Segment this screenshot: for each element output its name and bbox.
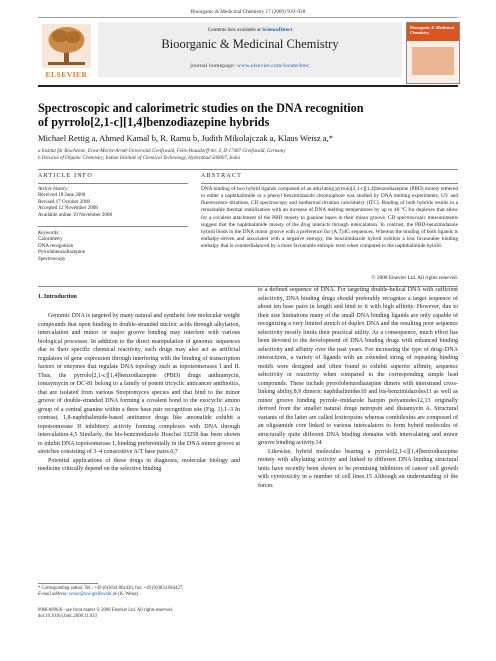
article-history	[38, 186, 188, 218]
email-suffix: (K. Weisz).	[117, 591, 140, 597]
keywords-block	[38, 230, 188, 262]
corresponding-author-note: * Corresponding author. Tel.: +49 (0)3834 864426; fax: +49 (0)3834 864427.	[38, 586, 184, 591]
introduction-heading: 1. Introduction	[38, 294, 77, 300]
history-label: Article history:	[38, 186, 69, 192]
affiliation-rule	[38, 169, 458, 170]
email-label: E-mail address:	[38, 591, 70, 597]
publisher-name: ELSEVIER	[45, 70, 88, 79]
issn-line: 0968-0896/$ - see front matter © 2008 Elsevier Ltd. All rights reserved.	[38, 608, 173, 613]
history-revised: Revised 17 October 2008	[38, 198, 90, 205]
contents-prefix: Contents lists available at	[207, 27, 263, 33]
keyword-item: Calorimetry	[38, 236, 63, 243]
journal-title: Bioorganic & Medicinal Chemistry	[161, 37, 339, 51]
keyword-item: Spectroscopy	[38, 255, 66, 262]
homepage-prefix: journal homepage:	[190, 63, 238, 69]
issn-block	[38, 608, 338, 620]
left-paragraph-1: Genomic DNA is targeted by many natural and synthetic low molecular weight compounds that upon binding to double-stranded nucleic acids through alkylation, intercalation and minor or major groove binding may interfere with various biological processes. In addition to the direct manipulation of genomic sequences due to their specific chemical reactivity, such drugs may also act as artificial regulators of gene expression through interfering with the binding of transcription factors or enzymes that regulate DNA topology such as topoisomerases I and II. Thus, the pyrrolo[2,1-c][1,4]benzodiazepine (PBD) drugs anthramycin, tomaymycin or DC-81 belong to a family of potent tricyclic anticancer antibiotics, that are isolated from various Streptomyces species and that bind to the minor groove of double-stranded DNA forming a covalent bond to the exocyclic amino group of a central guanine within a three base pair recognition site (Fig. 1).1–3 In contrast, 1,8-naphthalimide-based antitumor drugs like amonafide exhibit a topoisomerase II inhibitory activity forming complexes with DNA through intercalation.4,5 Similarly, the bis-benzimidazole Hoechst 33258 has been shown to inhibit DNA topoisomerase I, binding preferentially in the DNA minor groove at stretches consisting of 3–4 consecutive A/T base pairs.6,7	[38, 313, 240, 455]
article-title-line2: of pyrrolo[2,1-c][1,4]benzodiazepine hybrids	[38, 115, 270, 129]
left-column-text	[38, 312, 240, 474]
history-online: Available online 19 November 2008	[38, 211, 113, 218]
sciencedirect-link[interactable]: ScienceDirect	[262, 27, 293, 33]
left-paragraph-2: Potential applications of these drugs in diagnosis, molecular biology and medicine critically depend on the selective binding	[38, 457, 240, 472]
journal-citation-line: Bioorganic & Medicinal Chemistry 17 (2009) 919–928	[190, 9, 306, 15]
email-link[interactable]: weisz@uni-greifswald.de	[69, 591, 117, 597]
article-info-rule	[38, 183, 188, 184]
author-list: Michael Rettig a, Ahmed Kamal b, R. Ramu b, Judith Mikolajczak a, Klaus Weisz a,*	[38, 133, 334, 143]
right-paragraph-2: Likewise, hybrid molecules bearing a pyrrolo[2,1-c][1,4]benzodiazepine moiety with alkylating activity and linked to different DNA binding structural units have recently been shown to be promising inhibitors of cancer cell growth with cytotoxicity in a number of cell lines.15 Although an understanding of the forces	[258, 448, 458, 489]
section-heading	[38, 293, 240, 302]
elsevier-tree-icon	[42, 24, 91, 68]
cover-title: Bioorganic & Medicinal Chemistry	[410, 25, 455, 35]
abstract-heading: ABSTRACT	[201, 173, 242, 179]
homepage-link[interactable]: www.elsevier.com/locate/bmc	[237, 63, 310, 69]
history-received: Received 18 June 2008	[38, 192, 86, 199]
article-title-line1: Spectroscopic and calorimetric studies on the DNA recognition	[38, 101, 364, 115]
article-title	[38, 101, 458, 129]
footnote-rule	[38, 583, 98, 584]
affiliation-b: b Division of Organic Chemistry, Indian Institute of Chemical Technology, Hyderabad 500007, India	[38, 156, 240, 161]
header-rule	[38, 17, 458, 18]
right-paragraph-1: to a defined sequence of DNA. For targeting double-helical DNA with sufficient selectivity, DNA binding drugs should preferably recognize a target sequence of about ten base pairs in length and bind to it with high affinity. However, due to their size limitations many of the small DNA binding ligands are only capable of recognizing a very limited stretch of duplex DNA and the resulting poor sequence selectivity mostly limits their practical utility. As a consequence, much effort has been devoted to the development of DNA binding drugs with enhanced binding selectivity and affinity over the past years. For increasing the type of drug–DNA interactions, a variety of ligands with an extended string of repeating binding motifs were designed and often found to exhibit superior affinity, sequence selectivity or reactivity when compared to the corresponding simple lead compounds. These include pyrrolobenzodiazepine dimers with interstrand cross-linking ability,8,9 dimeric naphthalimides10 and bis-benzimidazoles11 as well as minor groove binding pyrrole–imidazole hairpin polyamides12,13 originally derived from the smaller natural drugs netropsin and distamycin A. Structural variants of the latter are called lexitropsins whereas combilexins are composed of an oligoamide core linked to various intercalators to form hybrid molecules of structurally quite different DNA binding domains with intercalating and minor groove binding activity.14	[258, 287, 458, 446]
affiliation-a: a Institut für Biochemie, Ernst-Moritz-Arndt-Universität Greifswald, Felix-Hausdorff-Str. 4, D-17487 Greifswald, Germany	[38, 149, 286, 154]
masthead-rule	[38, 85, 458, 87]
right-column-text	[258, 286, 458, 490]
contents-availability	[98, 27, 402, 33]
doi-line[interactable]: doi:10.1016/j.bmc.2008.11.033	[38, 613, 97, 619]
abstract-text: DNA binding of two hybrid ligands composed of an alkylating pyrrolo[2,1-c][1,4]benzodiazepine (PBD) moiety tethered to either a naphthalimide or a phenyl benzimidazole chromophore was studied by DNA melting experiments, UV and fluorescence titrations, CD spectroscopy and isothermal titration calorimetry (ITC). Binding of both hybrids results in a remarkable thermal stabilization with an increase of DNA melting temperatures by up to 40 °C for duplexes that allow for a covalent attachment of the PBD moiety to guanine bases in their minor groove. CD spectroscopic measurements suggest that the naphthalimide moiety of the drug interacts through intercalation. In contrast, the PBD-benzimidazole hybrid binds in the DNA minor groove with a preference for (A,T)4G sequences. Whereas the binding of both ligands is enthalpy-driven and associated with a negative entropy, the benzimidazole hybrid exhibits a less favourable binding enthalpy that is counterbalanced by a more favourable entropic term when compared to the naphthalimide hybrid.	[201, 186, 458, 250]
cover-image	[412, 47, 454, 75]
publisher-logo[interactable]	[38, 22, 95, 80]
keywords-rule	[38, 226, 188, 227]
journal-cover-thumbnail[interactable]	[406, 22, 460, 84]
abstract-copyright: © 2008 Elsevier Ltd. All rights reserved.	[371, 275, 458, 281]
footnote-block	[38, 586, 240, 598]
history-accepted: Accepted 12 November 2008	[38, 205, 98, 212]
email-line	[38, 592, 240, 598]
keyword-item: DNA recognition	[38, 242, 74, 249]
article-info-heading: ARTICLE INFO	[38, 173, 93, 179]
abstract-rule	[201, 183, 458, 184]
keyword-item: Pyrrolobenzodiazepine	[38, 249, 85, 256]
keywords-label: Keywords:	[38, 230, 60, 236]
journal-homepage	[98, 63, 402, 69]
